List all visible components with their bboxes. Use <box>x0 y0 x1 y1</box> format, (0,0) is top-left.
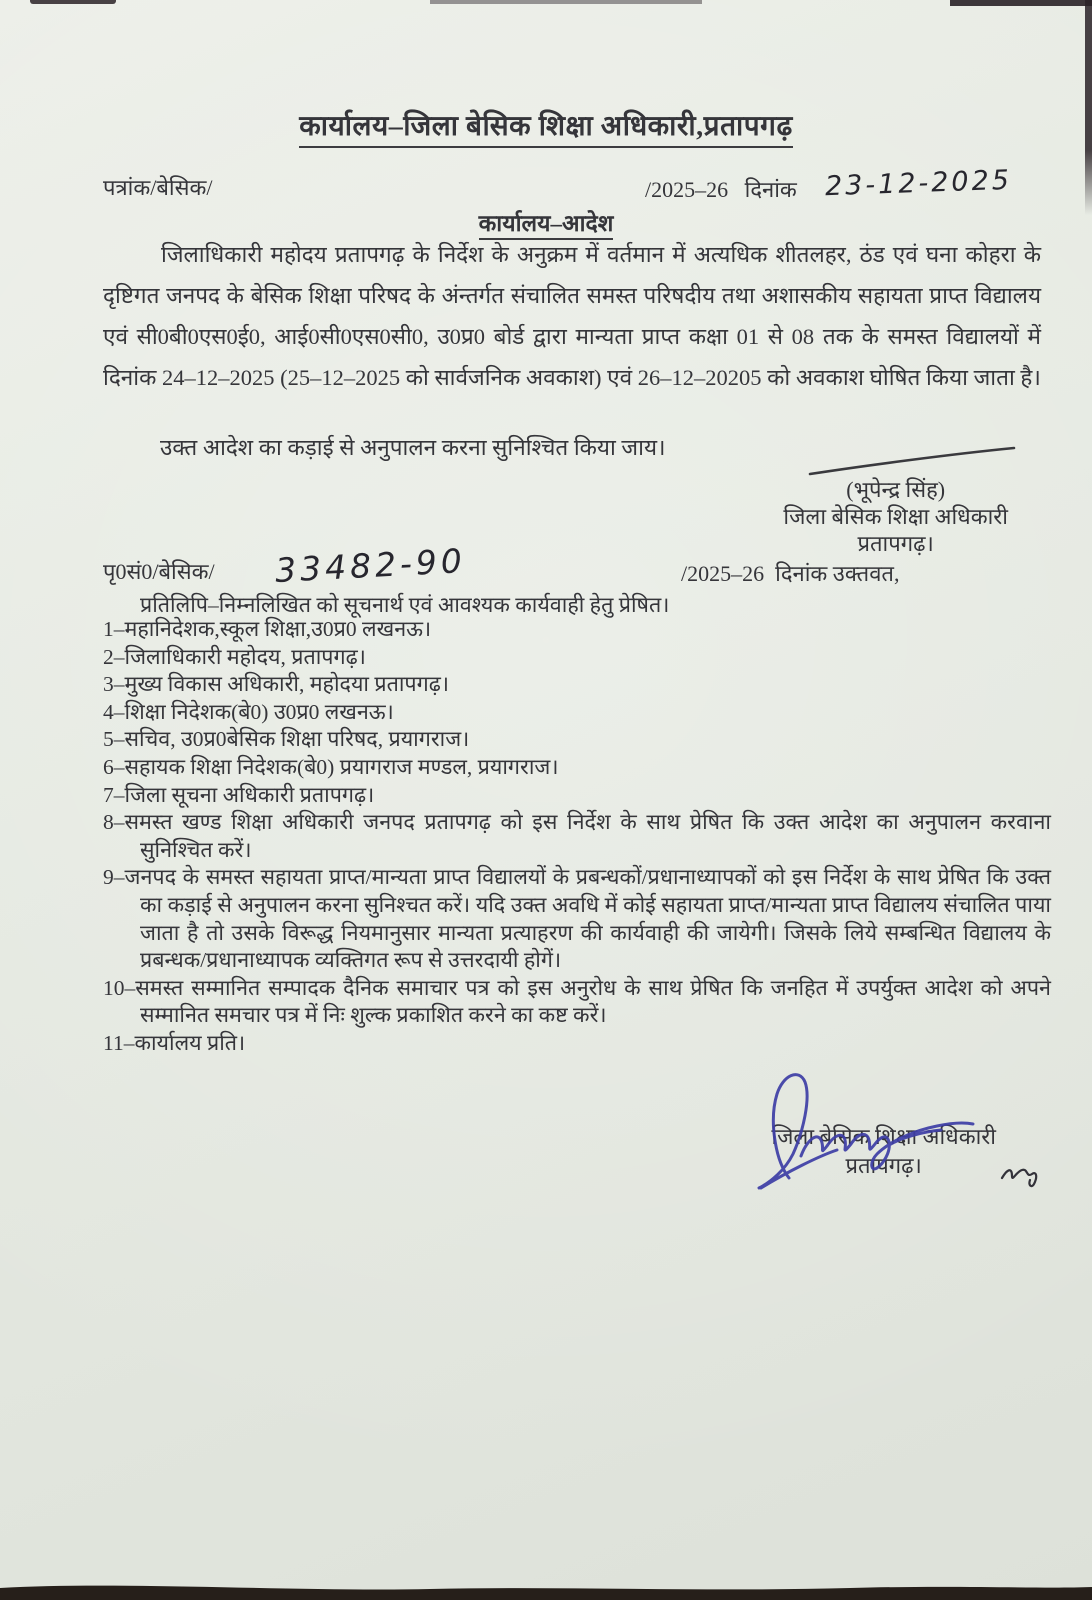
handwritten-date: 23-12-2025 <box>824 164 1013 203</box>
signatory-place: प्रतापगढ़। <box>857 531 934 556</box>
scan-edge-top-right <box>950 0 1092 6</box>
dispatch-number-label: पृ0सं0/बेसिक/ <box>103 559 215 584</box>
copy-list-item: 5–सचिव, उ0प्र0बेसिक शिक्षा परिषद, प्रयागराज। <box>103 727 470 752</box>
date-label: दिनांक <box>744 177 797 202</box>
copy-list-items <box>103 616 1051 1058</box>
copy-list-item: 7–जिला सूचना अधिकारी प्रतापगढ़। <box>103 782 375 807</box>
copy-list-item: 9–जनपद के समस्त सहायता प्राप्त/मान्यता प्राप्त विद्यालयों के प्रबन्धकों/प्रधानाध्यापकों को इस निर्देश के साथ प्रेषित कि उक्त का कड़ाई से अनुपालन करना सुनिश्चत करें। यदि उक्त अवधि में कोई सहायता प्राप्त/मान्यता प्राप्त विद्यालय संचालित पाया जाता है तो उसके विरूद्ध नियमानुसार मान्यता प्रत्याहरण की कार्यवाही की जायेगी। जिसके लिये सम्बन्धित विद्यालय के प्रबन्धक/प्रधानाध्यापक व्यक्तिगत रूप से उत्तरदायी होगें। <box>103 865 1051 973</box>
copy-list-item: 8–समस्त खण्ड शिक्षा अधिकारी जनपद प्रतापगढ़ को इस निर्देश के साथ प्रेषित कि उक्त आदेश का अनुपालन करवाना सुनिश्चित करें। <box>103 810 1051 862</box>
signatory-name: (भूपेन्द्र सिंह) <box>846 477 946 502</box>
office-letterhead-title-text: कार्यालय–जिला बेसिक शिक्षा अधिकारी,प्रतापगढ़ <box>299 111 792 148</box>
footer-signatory-block <box>771 1122 996 1180</box>
reference-number-label: पत्रांक/बेसिक/ <box>103 175 213 200</box>
copy-distribution-list <box>103 616 1051 1058</box>
scan-edge-top-left <box>30 0 116 4</box>
reference-year: /2025–26 दिनांक <box>645 177 797 202</box>
signatory-block <box>783 476 1008 557</box>
endorsement-year: /2025–26 दिनांक उक्तवत, <box>681 561 900 586</box>
order-heading-text: कार्यालय–आदेश <box>479 211 614 240</box>
copy-list-item: 6–सहायक शिक्षा निदेशक(बे0) प्रयागराज मण्डल, प्रयागराज। <box>103 754 559 779</box>
copy-list-item: 11–कार्यालय प्रति। <box>103 1030 246 1055</box>
scan-edge-bottom-band <box>0 1576 1092 1600</box>
signatory-designation: जिला बेसिक शिक्षा अधिकारी <box>783 504 1008 529</box>
scan-edge-top-middle <box>430 0 702 4</box>
initials-mark <box>998 1158 1042 1188</box>
handwritten-dispatch-number: 33482-90 <box>274 541 467 590</box>
copy-list-item: 10–समस्त सम्मानित सम्पादक दैनिक समाचार पत्र को इस अनुरोध के साथ प्रेषित कि जनहित में उपर्युक्त आदेश को अपने सम्मानित समचार पत्र में निः शुल्क प्रकाशित करने का कष्ट करें। <box>103 975 1051 1028</box>
copy-intro-line: प्रतिलिपि–निम्नलिखित को सूचनार्थ एवं आवश्यक कार्यवाही हेतु प्रेषित। <box>140 593 670 617</box>
copy-list-item: 1–महानिदेशक,स्कूल शिक्षा,उ0प्र0 लखनऊ। <box>103 617 432 641</box>
copy-list-item: 4–शिक्षा निदेशक(बे0) उ0प्र0 लखनऊ। <box>103 699 394 724</box>
pen-stroke-signature <box>802 444 1022 478</box>
order-body-paragraph: जिलाधिकारी महोदय प्रतापगढ़ के निर्देश के अनुक्रम में वर्तमान में अत्यधिक शीतलहर, ठंड एवं घना कोहरा के दृष्टिगत जनपद के बेसिक शिक्षा परिषद के अंन्तर्गत संचालित समस्त परिषदीय तथा अशासकीय सहायता प्राप्त विद्यालय एवं सी0बी0एस0ई0, आई0सी0एस0सी0, उ0प्र0 बोर्ड द्वारा मान्यता प्राप्त कक्षा 01 से 08 तक के समस्त विद्यालयों में दिनांक 24–12–2025 (25–12–2025 को सार्वजनिक अवकाश) एवं 26–12–20205 को अवकाश घोषित किया जाता है। <box>103 242 1041 390</box>
footer-signatory-designation: जिला बेसिक शिक्षा अधिकारी <box>771 1124 996 1149</box>
copy-list-item: 2–जिलाधिकारी महोदय, प्रतापगढ़। <box>103 644 366 669</box>
reference-line <box>103 164 1043 203</box>
compliance-line: उक्त आदेश का कड़ाई से अनुपालन करना सुनिश्चित किया जाय। <box>160 435 666 460</box>
endorsement-date-label: दिनांक उक्तवत, <box>775 561 900 586</box>
office-letterhead-title <box>0 106 1092 144</box>
footer-signatory-place: प्रतापगढ़। <box>845 1153 922 1178</box>
copy-list-item: 3–मुख्य विकास अधिकारी, महोदया प्रतापगढ़। <box>103 672 450 697</box>
